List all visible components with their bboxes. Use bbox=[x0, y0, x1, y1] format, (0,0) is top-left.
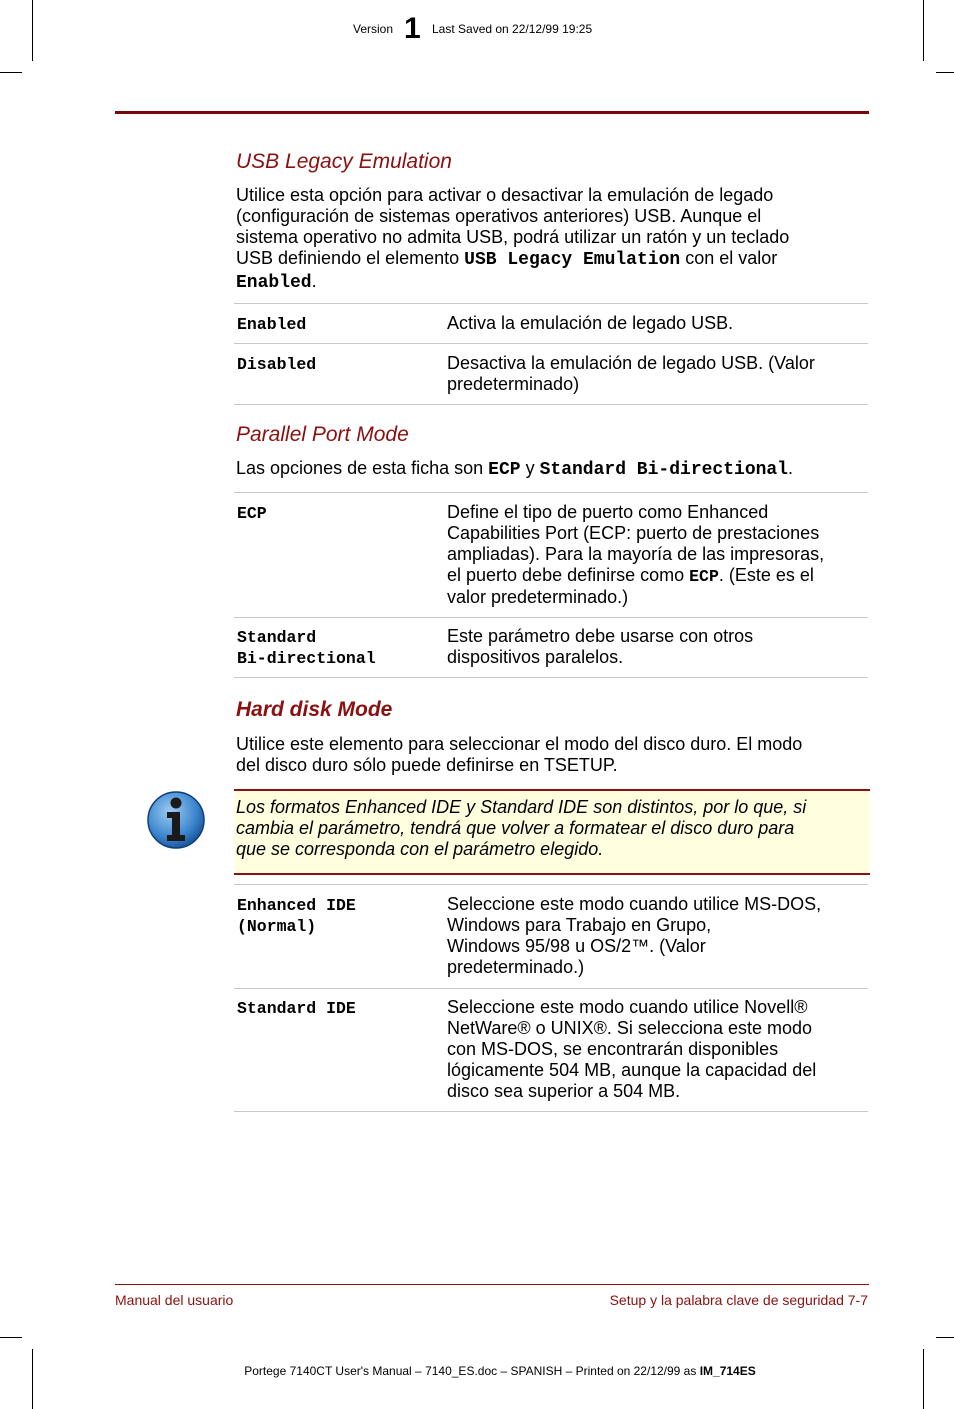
code-text: ECP bbox=[488, 460, 521, 480]
text-run: . bbox=[311, 271, 317, 291]
footer-left: Manual del usuario bbox=[115, 1292, 234, 1308]
version-label: Version bbox=[353, 22, 394, 36]
table-rule bbox=[234, 677, 868, 678]
section-title-usb: USB Legacy Emulation bbox=[236, 150, 452, 173]
option-term: ECP bbox=[237, 504, 267, 523]
table-rule bbox=[234, 884, 868, 885]
option-desc bbox=[447, 997, 862, 1102]
info-icon bbox=[146, 790, 206, 850]
text-run: . bbox=[788, 458, 794, 478]
text-line: disco sea superior a 504 MB. bbox=[447, 1081, 681, 1101]
text-run: IM_714ES bbox=[699, 1364, 756, 1378]
code-text: Enabled bbox=[236, 273, 312, 293]
crop-mark bbox=[0, 1337, 22, 1338]
text-line: con MS-DOS, se encontrarán disponibles bbox=[447, 1039, 779, 1059]
usb-paragraph bbox=[236, 185, 846, 294]
crop-mark bbox=[32, 0, 33, 61]
text-line: Utilice este elemento para seleccionar el modo del disco duro. El modo bbox=[236, 734, 803, 754]
option-term bbox=[237, 895, 356, 937]
crop-mark bbox=[923, 0, 924, 61]
table-rule bbox=[234, 303, 868, 304]
option-term: Standard IDE bbox=[237, 999, 356, 1018]
crop-mark bbox=[0, 72, 22, 73]
text-run: y bbox=[520, 458, 540, 478]
text-line: Bi-directional bbox=[237, 649, 376, 668]
text-line: que se corresponda con el parámetro elegido. bbox=[236, 839, 604, 859]
option-desc: Activa la emulación de legado USB. bbox=[447, 313, 734, 333]
crop-mark bbox=[923, 1349, 924, 1409]
text-line: Capabilities Port (ECP: puerto de prestaciones bbox=[447, 523, 820, 543]
text-line: lógicamente 504 MB, aunque la capacidad del bbox=[447, 1060, 817, 1080]
section-title-parallel: Parallel Port Mode bbox=[236, 423, 409, 446]
text-line bbox=[447, 565, 862, 587]
crop-mark bbox=[936, 72, 954, 73]
text-line: ampliadas). Para la mayoría de las impresoras, bbox=[447, 544, 825, 564]
code-text: USB Legacy Emulation bbox=[464, 250, 681, 270]
option-term: Disabled bbox=[237, 355, 317, 374]
option-desc bbox=[447, 894, 862, 978]
table-rule bbox=[234, 988, 868, 989]
table-rule bbox=[234, 343, 868, 344]
text-line: (configuración de sistemas operativos anteriores) USB. Aunque el bbox=[236, 206, 762, 226]
option-desc bbox=[447, 626, 862, 668]
option-term: Enabled bbox=[237, 315, 307, 334]
code-text: ECP bbox=[689, 567, 719, 586]
table-rule bbox=[234, 492, 868, 493]
text-line: Enhanced IDE bbox=[237, 896, 356, 915]
text-line: Utilice esta opción para activar o desactivar la emulación de legado bbox=[236, 185, 774, 205]
text-line: Windows para Trabajo en Grupo, bbox=[447, 915, 712, 935]
option-desc bbox=[447, 502, 862, 608]
text-line: predeterminado.) bbox=[447, 957, 585, 977]
version-number: 1 bbox=[404, 12, 421, 45]
text-line: NetWare® o UNIX®. Si selecciona este modo bbox=[447, 1018, 813, 1038]
text-run: Las opciones de esta ficha son bbox=[236, 458, 489, 478]
text-line: Seleccione este modo cuando utilice MS-DOS, bbox=[447, 894, 822, 914]
parallel-intro bbox=[236, 458, 846, 481]
text-line: valor predeterminado.) bbox=[447, 587, 629, 607]
text-run: el puerto debe definirse como bbox=[447, 565, 690, 585]
option-term bbox=[237, 627, 376, 669]
code-text: Standard Bi-directional bbox=[539, 460, 789, 480]
footer-rule bbox=[115, 1284, 869, 1285]
text-line: Desactiva la emulación de legado USB. (Valor bbox=[447, 353, 815, 373]
text-run: Portege 7140CT User's Manual – 7140_ES.doc – SPANISH – Printed on 22/12/99 as bbox=[244, 1364, 700, 1378]
text-line: del disco duro sólo puede definirse en TSETUP. bbox=[236, 755, 618, 775]
section-title-harddisk: Hard disk Mode bbox=[236, 698, 393, 721]
print-info bbox=[190, 1364, 810, 1378]
text-line bbox=[236, 248, 846, 271]
text-run: USB definiendo el elemento bbox=[236, 248, 465, 268]
text-line: cambia el parámetro, tendrá que volver a formatear el disco duro para bbox=[236, 818, 795, 838]
text-line: Standard bbox=[237, 628, 317, 647]
crop-mark bbox=[936, 1337, 954, 1338]
text-line bbox=[236, 271, 846, 294]
header-rule bbox=[115, 111, 869, 114]
text-line: Windows 95/98 u OS/2™. (Valor bbox=[447, 936, 706, 956]
note-text bbox=[236, 797, 856, 860]
text-run: . (Este es el bbox=[718, 565, 814, 585]
table-rule bbox=[234, 1111, 868, 1112]
text-line: predeterminado) bbox=[447, 374, 580, 394]
text-line: (Normal) bbox=[237, 917, 317, 936]
text-line: Seleccione este modo cuando utilice Novell® bbox=[447, 997, 808, 1017]
text-line: dispositivos paralelos. bbox=[447, 647, 624, 667]
text-line: Este parámetro debe usarse con otros bbox=[447, 626, 754, 646]
text-line: Define el tipo de puerto como Enhanced bbox=[447, 502, 769, 522]
table-rule bbox=[234, 617, 868, 618]
text-line: Los formatos Enhanced IDE y Standard IDE son distintos, por lo que, si bbox=[236, 797, 807, 817]
text-line: sistema operativo no admita USB, podrá utilizar un ratón y un teclado bbox=[236, 227, 790, 247]
last-saved: Last Saved on 22/12/99 19:25 bbox=[432, 22, 593, 36]
crop-mark bbox=[32, 1349, 33, 1409]
footer-right: Setup y la palabra clave de seguridad 7-7 bbox=[609, 1292, 868, 1308]
option-desc bbox=[447, 353, 862, 395]
harddisk-paragraph bbox=[236, 734, 846, 776]
table-rule bbox=[234, 404, 868, 405]
text-run: con el valor bbox=[680, 248, 778, 268]
